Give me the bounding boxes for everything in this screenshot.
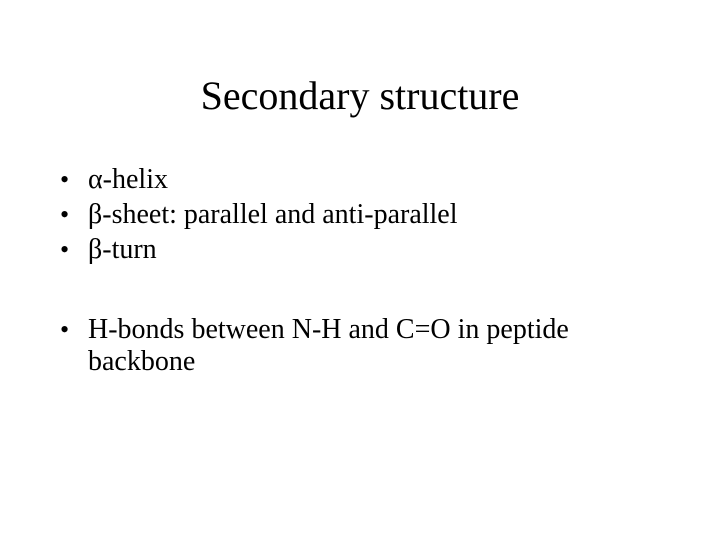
bullet-item-beta-turn	[60, 234, 660, 266]
bullet-item-alpha-helix	[60, 164, 660, 196]
slide-title: Secondary structure	[200, 73, 520, 118]
bullet-dot: •	[60, 315, 70, 344]
bullet-dot: •	[60, 165, 70, 194]
bullet-text: H-bonds between N-H and C=O in peptide backbone	[88, 314, 569, 377]
bullet-text: α-helix	[88, 164, 168, 195]
bullet-text: β-turn	[88, 234, 157, 265]
bullet-text: β-sheet: parallel and anti-parallel	[88, 199, 458, 230]
bullet-item-beta-sheet	[60, 199, 660, 231]
bullet-item-h-bonds	[60, 314, 660, 378]
bullet-dot: •	[60, 200, 70, 229]
bullet-dot: •	[60, 235, 70, 264]
bullet-list	[60, 164, 660, 381]
